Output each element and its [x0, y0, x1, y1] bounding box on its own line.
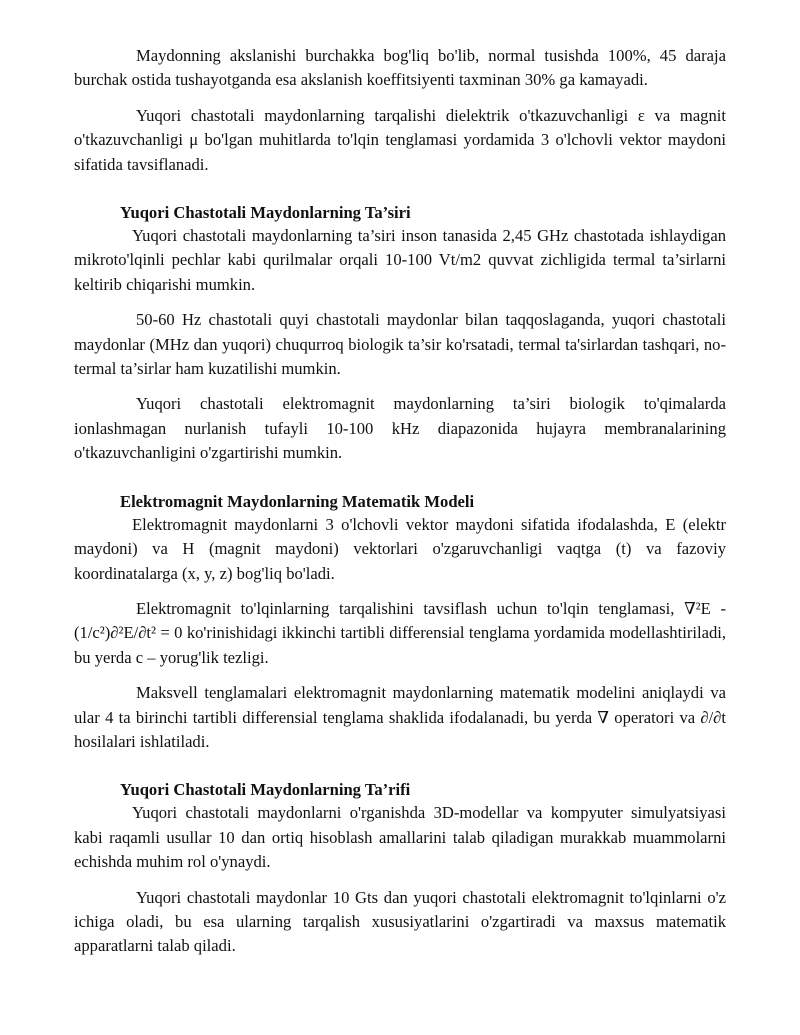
- document-body: [74, 44, 726, 959]
- section-heading: Yuqori Chastotali Maydonlarning Ta’siri: [120, 203, 411, 223]
- paragraph: Yuqori chastotali maydonlarni o'rganishda 3D-modellar va kompyuter simulyatsiyasi kabi raqamli usullar 10 dan ortiq hisoblash amallarini talab qiladigan murakkab muammolarni echishda muhim rol o'ynaydi.: [74, 803, 726, 872]
- paragraph: Elektromagnit maydonlarni 3 o'lchovli vektor maydoni sifatida ifodalashda, E (elektr maydoni) va H (magnit maydoni) vektorlari o'zgaruvchanligi vaqtga (t) va fazoviy koordinatalarga (x, y, z) bog'liq bo'ladi.: [74, 514, 726, 583]
- paragraph: Yuqori chastotali maydonlarning tarqalishi dielektrik o'tkazuvchanligi ε va magnit o'tkazuvchanligi μ bo'lgan muhitlarda to'lqin tenglamasi yordamida 3 o'lchovli vektor maydoni sifatida tavsiflanadi.: [74, 105, 726, 174]
- paragraph: Yuqori chastotali elektromagnit maydonlarning ta’siri biologik to'qimalarda ionlashmagan nurlanish tufayli 10-100 kHz diapazonida hujayra membranalarining o'tkazuvchanligini o'zgartirishi mumkin.: [74, 394, 726, 463]
- paragraph: Elektromagnit to'lqinlarning tarqalishini tavsiflash uchun to'lqin tenglamasi, ∇²E - (1/c²)∂²E/∂t² = 0 ko'rinishidagi ikkinchi tartibli differensial tenglama yordamida modellashtiriladi, bu yerda c – yorug'lik tezligi.: [74, 598, 726, 667]
- paragraph: 50-60 Hz chastotali quyi chastotali maydonlar bilan taqqoslaganda, yuqori chastotali maydonlar (MHz dan yuqori) chuqurroq biologik ta’sir ko'rsatadi, termal ta'sirlardan tashqari, no-termal ta’sirlar ham kuzatilishi mumkin.: [74, 310, 726, 379]
- paragraph: Maydonning akslanishi burchakka bog'liq bo'lib, normal tusishda 100%, 45 daraja burchak ostida tushayotganda esa akslanish koeffitsiyenti taxminan 30% ga kamayadi.: [74, 46, 726, 90]
- paragraph: Yuqori chastotali maydonlar 10 Gts dan yuqori chastotali elektromagnit to'lqinlarni o'z ichiga oladi, bu esa ularning tarqalish xususiyatlarini o'zgartiradi va maxsus matematik apparatlarni talab qiladi.: [74, 887, 726, 956]
- paragraph: Maksvell tenglamalari elektromagnit maydonlarning matematik modelini aniqlaydi va ular 4 ta birinchi tartibli differensial tenglama shaklida ifodalanadi, bu yerda ∇ operatori va ∂/∂t hosilalari ishlatiladi.: [74, 683, 726, 751]
- section-heading: Elektromagnit Maydonlarning Matematik Modeli: [120, 491, 475, 511]
- section-heading: Yuqori Chastotali Maydonlarning Ta’rifi: [120, 780, 411, 800]
- paragraph: Yuqori chastotali maydonlarning ta’siri inson tanasida 2,45 GHz chastotada ishlaydigan mikroto'lqinli pechlar kabi qurilmalar orqali 10-100 Vt/m2 quvvat zichligida termal ta’sirlarni keltirib chiqarishi mumkin.: [74, 226, 726, 294]
